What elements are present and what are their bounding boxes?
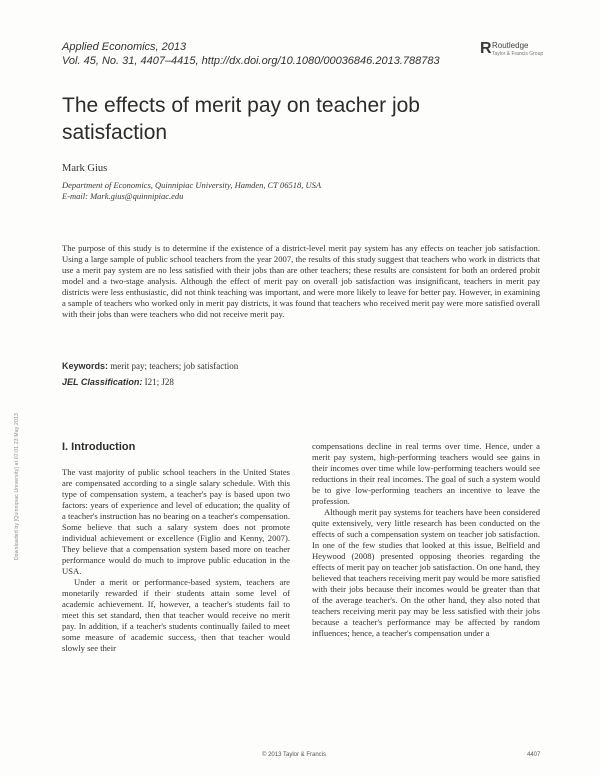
keywords-value: merit pay; teachers; job satisfaction — [110, 361, 239, 371]
jel-value: I21; J28 — [144, 377, 174, 387]
paragraph: Although merit pay systems for teachers have been considered quite extensively, very little research has been conducted on the effects of such a compensation system on teacher job satisfaction. In one of the few studies that looked at this issue, Belfield and Heywood (2008) presented opposing theories regarding the effects of merit pay on teacher job satisfaction. On one hand, they believed that teachers receiving merit pay would be more satisfied with their jobs because their incomes would be greater than that of the average teacher's. On the other hand, they also noted that teachers receiving merit pay may be less satisfied with their jobs because a teacher's performance may be affected by random influences; hence, a teacher's compensation under a — [312, 507, 540, 638]
author-email[interactable]: E-mail: Mark.gius@quinnipiac.edu — [62, 191, 184, 201]
article-title: The effects of merit pay on teacher job satisfaction — [62, 94, 420, 144]
publisher-tagline: Taylor & Francis Group — [492, 51, 544, 57]
paragraph: Under a merit or performance-based system, teachers are monetarily rewarded if their students attain some level of academic achievement. If, however, a teacher's students fail to meet this set standard, then that teacher would receive no merit pay. In addition, if a teacher's students continually failed to meet some measure of academic success, then that teacher would slowly see their — [62, 577, 290, 653]
publisher-name: Routledge — [492, 41, 529, 50]
journal-name: Applied Economics, 2013 — [62, 41, 187, 53]
download-watermark: Downloaded by [Quinnipiac University] at 07:01 23 May 2013 — [14, 413, 20, 560]
body-column-left — [62, 467, 290, 654]
body-column-right — [312, 441, 540, 639]
routledge-logo-icon: R — [480, 40, 492, 57]
article-author: Mark Gius — [62, 163, 108, 174]
jel-classification — [62, 377, 540, 387]
footer-copyright: © 2013 Taylor & Francis — [262, 752, 327, 758]
keywords — [62, 361, 540, 371]
paragraph: The vast majority of public school teachers in the United States are compensated according to a single salary schedule. With this type of compensation system, a teacher's pay is based upon two factors: years of experience and level of education; the quality of a teacher's instruction has no bearing on a teacher's compensation. Some believe that such a salary system does not promote individual achievement or excellence (Figlio and Kenny, 2007). They believe that a compensation system based more on teacher performance would do much to improve public education in the USA. — [62, 467, 290, 576]
keywords-label: Keywords: — [62, 361, 109, 371]
author-affiliation: Department of Economics, Quinnipiac University, Hamden, CT 06518, USA — [62, 180, 322, 190]
publisher-logo — [480, 36, 560, 66]
abstract: The purpose of this study is to determine if the existence of a district-level merit pay system has any effects on teacher job satisfaction. Using a large sample of public school teachers from the year 2007, the results of this study suggest that teachers who work in districts that use a merit pay system are no less satisfied with their jobs than are other teachers; these results are consistent for both an ordered probit model and a two-stage analysis. Although the effect of merit pay on overall job satisfaction was insignificant, teachers in merit pay districts were less enthusiastic, did not think teaching was important, and were more likely to leave for better pay. However, in examining a sample of teachers who worked only in merit pay districts, it was found that teachers who received merit pay were more satisfied overall with their jobs than were teachers who did not receive merit pay. — [62, 243, 540, 319]
page-number: 4407 — [527, 752, 541, 758]
author-affiliation-block — [62, 180, 532, 202]
journal-citation[interactable]: Vol. 45, No. 31, 4407–4415, http://dx.doi.org/10.1080/00036846.2013.788783 — [62, 55, 440, 67]
paragraph: compensations decline in real terms over time. Hence, under a merit pay system, high-performing teachers would see gains in their incomes over time while low-performing teachers would see reductions in their real incomes. The goal of such a system would be to give low-performing teachers an incentive to leave the profession. — [312, 441, 540, 506]
section-heading: I. Introduction — [62, 441, 136, 453]
journal-header — [62, 40, 440, 68]
jel-label: JEL Classification: — [62, 377, 143, 387]
